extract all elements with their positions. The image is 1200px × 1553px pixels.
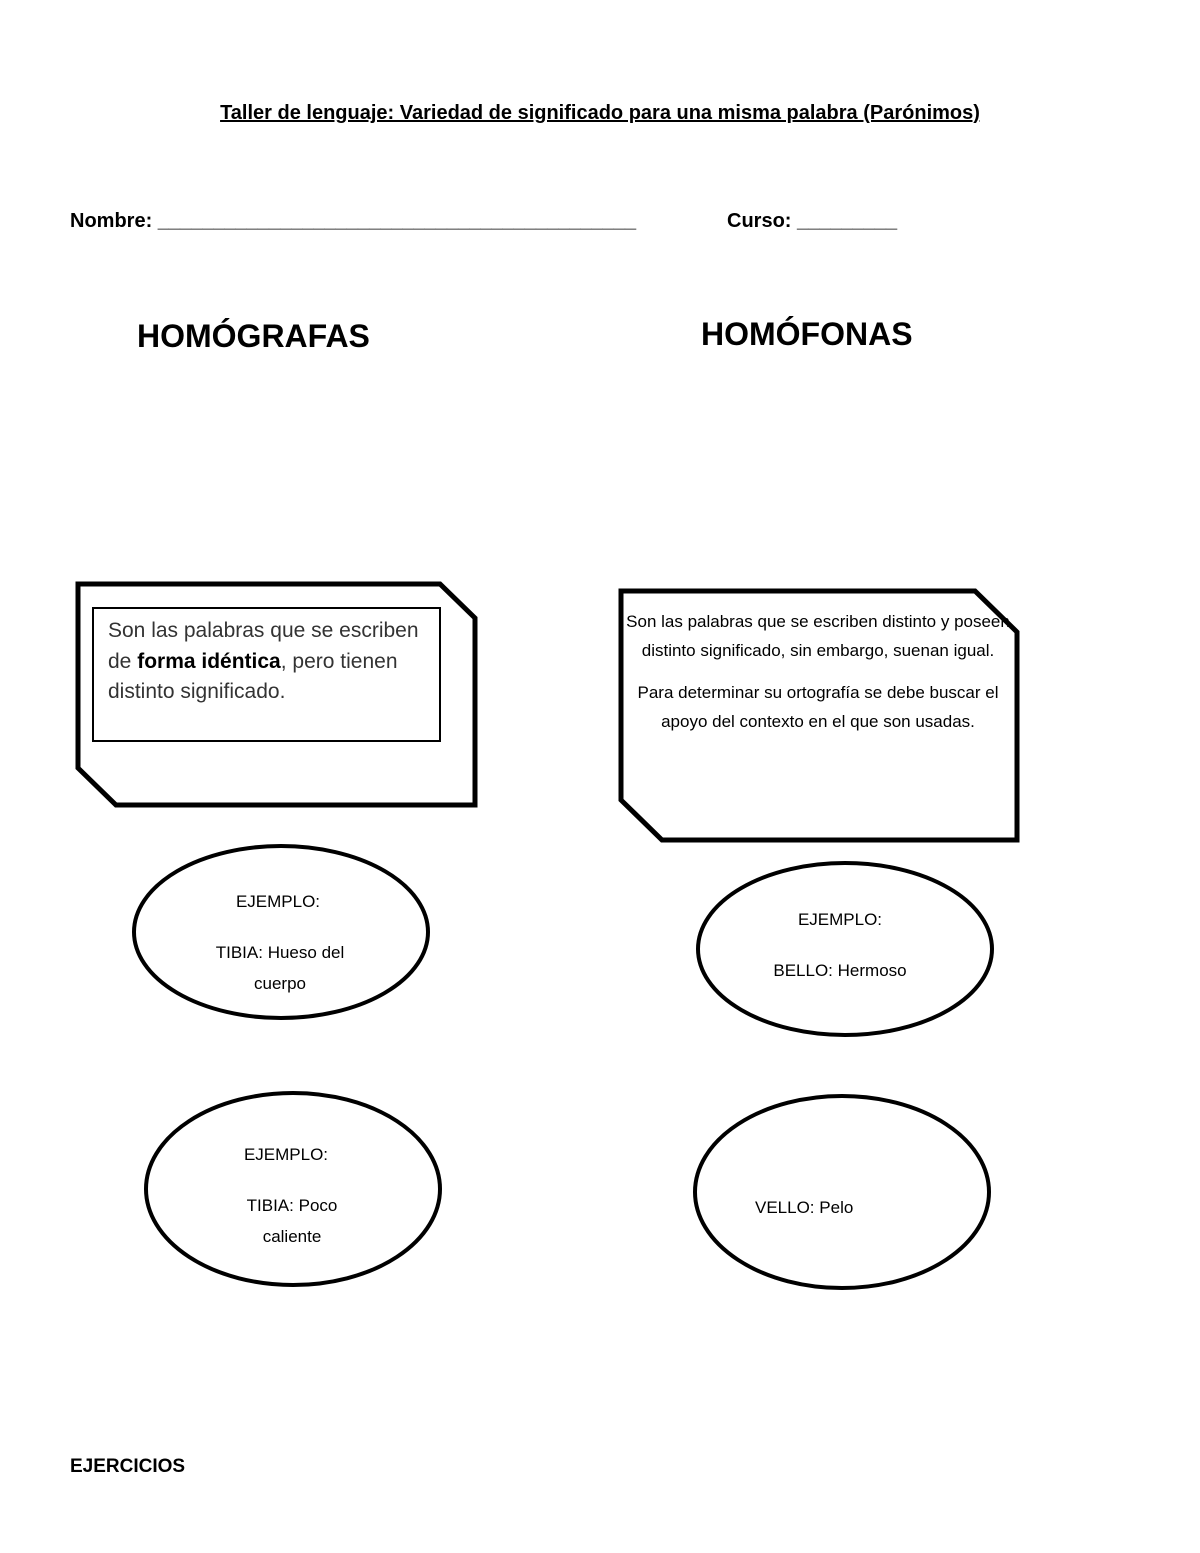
example-meaning: Hueso del cuerpo — [254, 943, 345, 993]
example-meaning: Hermoso — [837, 961, 907, 980]
example-label: EJEMPLO: — [243, 1145, 329, 1164]
homografas-example1 — [195, 886, 365, 999]
example-label: EJEMPLO: — [235, 892, 321, 911]
example-label: EJEMPLO: — [797, 910, 883, 929]
example-word: TIBIA: — [246, 1196, 294, 1215]
homofonas-definition — [626, 608, 1010, 750]
nombre-field[interactable]: Nombre: ___________________________________________ — [70, 210, 637, 232]
homofonas-heading: HOMÓFONAS — [701, 316, 913, 352]
homofonas-example1 — [740, 904, 940, 986]
example-word: BELLO: — [773, 961, 833, 980]
example-meaning: Poco caliente — [262, 1196, 338, 1246]
example-word: VELLO: — [755, 1198, 815, 1217]
homografas-definition — [108, 616, 428, 708]
homografas-definition-bold: forma idéntica — [137, 649, 281, 673]
homografas-definition-pre: Son las palabras que se escriben de — [108, 619, 419, 673]
homofonas-definition-p2: Para determinar su ortografía se debe buscar el apoyo del contexto en el que son usadas. — [637, 683, 999, 731]
homofonas-definition-p1: Son las palabras que se escriben distinto y poseen distinto significado, sin embargo, suenan igual. — [626, 612, 1010, 660]
ejercicios-heading: EJERCICIOS — [70, 1456, 186, 1477]
homofonas-example2 — [755, 1192, 853, 1223]
page-title: Taller de lenguaje: Variedad de significado para una misma palabra (Parónimos) — [220, 102, 980, 124]
homografas-definition-post: , pero tienen distinto significado. — [108, 649, 398, 703]
homografas-example2 — [222, 1139, 362, 1252]
example-meaning: Pelo — [819, 1198, 854, 1217]
curso-field[interactable]: Curso: _________ — [727, 210, 898, 232]
homografas-heading: HOMÓGRAFAS — [137, 318, 370, 354]
example-word: TIBIA: — [215, 943, 263, 962]
